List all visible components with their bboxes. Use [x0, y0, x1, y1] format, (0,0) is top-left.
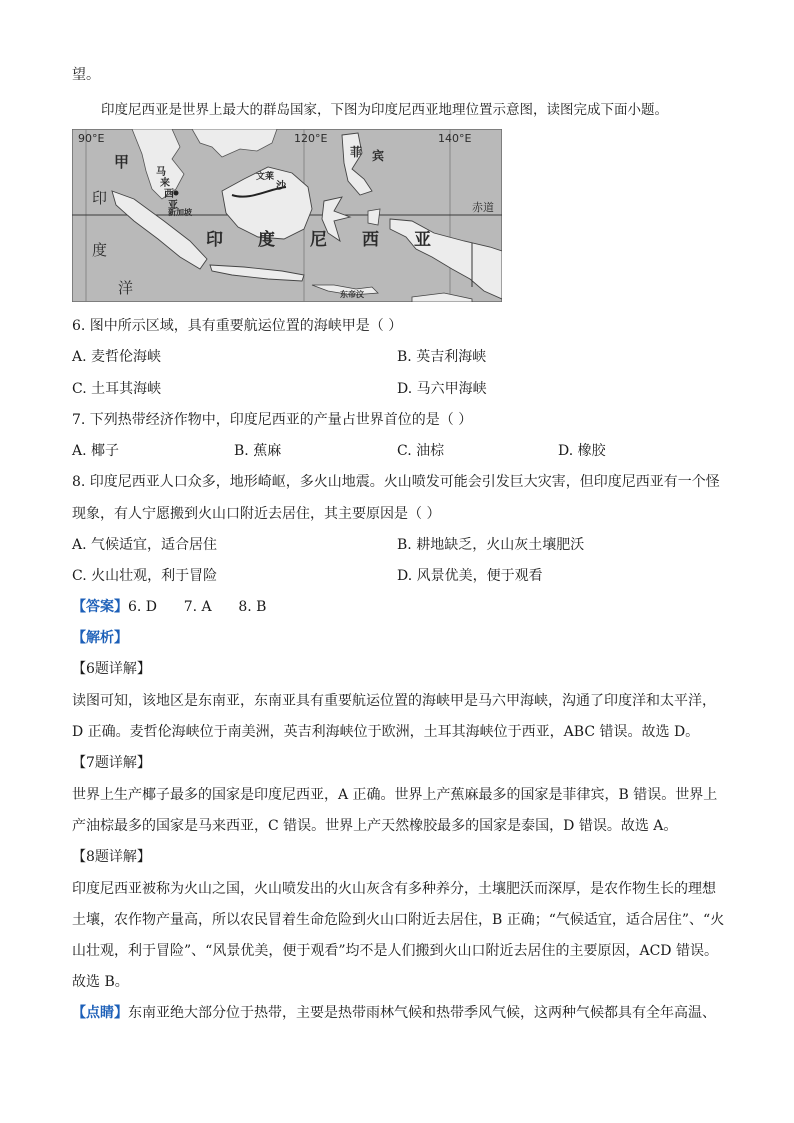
- q8-option-b: B. 耕地缺乏，火山灰土壤肥沃: [397, 537, 585, 553]
- lon-label-90: 90°E: [78, 132, 105, 145]
- strait-jia-marker: [174, 191, 179, 196]
- label-indonesia-1: 印: [206, 230, 223, 250]
- label-indonesia-3: 尼: [310, 230, 327, 250]
- label-indonesia-2: 度: [258, 230, 275, 250]
- answer-tag: 【答案】: [72, 599, 128, 615]
- label-singapore: 新加坡: [168, 208, 192, 217]
- q6-detail-line-2: D 正确。麦哲伦海峡位于南美洲，英吉利海峡位于欧洲，土耳其海峡位于西亚，ABC 错误。故选 D。: [72, 724, 700, 740]
- indonesia-map: [72, 129, 502, 302]
- q6-option-a: A. 麦哲伦海峡: [72, 349, 162, 365]
- label-indonesia-4: 西: [362, 230, 379, 250]
- q8-detail-line-3: 山壮观，利于冒险”、“风景优美，便于观看”均不是人们搬到火山口附近去居住的主要原因，ACD 错误。: [72, 943, 718, 959]
- label-lai: 来: [160, 178, 170, 189]
- label-sha: 沙: [276, 181, 286, 192]
- q7-detail-title: 【7题详解】: [72, 755, 151, 771]
- q7-option-d: D. 橡胶: [558, 443, 606, 459]
- analysis-tag: 【解析】: [72, 630, 128, 646]
- q8-detail-title: 【8题详解】: [72, 849, 151, 865]
- q6-option-c: C. 土耳其海峡: [72, 381, 162, 397]
- moluccas: [368, 209, 380, 225]
- q8-stem-line-2: 现象，有人宁愿搬到火山口附近去居住，其主要原因是（ ）: [72, 506, 441, 522]
- q7-option-c: C. 油棕: [397, 443, 445, 459]
- label-ya: 亚: [168, 200, 178, 211]
- q7-detail-line-1: 世界上生产椰子最多的国家是印度尼西亚，A 正确。世界上产蕉麻最多的国家是菲律宾，B 错误。世界上: [72, 787, 718, 803]
- pointer-tag: 【点睛】: [72, 1005, 128, 1021]
- q8-detail-line-4: 故选 B。: [72, 974, 129, 990]
- answer-line: [72, 598, 266, 616]
- lon-label-120: 120°E: [294, 132, 328, 145]
- label-yin: 印: [92, 189, 108, 207]
- label-yang: 洋: [118, 279, 134, 297]
- label-ma: 马: [156, 167, 166, 178]
- label-bin: 宾: [372, 149, 385, 163]
- label-xi: 西: [164, 189, 174, 200]
- pointer-line: [72, 1004, 716, 1022]
- pointer-text: 东南亚绝大部分位于热带，主要是热带雨林气候和热带季风气候，这两种气候都具有全年高温、: [128, 1005, 716, 1021]
- q7-option-b: B. 蕉麻: [234, 443, 282, 459]
- q8-stem-line-1: 8. 印度尼西亚人口众多，地形崎岖，多火山地震。火山喷发可能会引发巨大灾害，但印度尼西亚有一个怪: [72, 474, 720, 490]
- q7-detail-line-2: 产油棕最多的国家是马来西亚，C 错误。世界上产天然橡胶最多的国家是泰国，D 错误。故选 A。: [72, 818, 678, 834]
- label-indonesia-5: 亚: [414, 230, 431, 250]
- q6-option-d: D. 马六甲海峡: [397, 381, 487, 397]
- label-equator: 赤道: [472, 201, 494, 214]
- label-brunei: 文莱: [256, 172, 275, 182]
- label-fei: 菲: [350, 145, 363, 159]
- label-timor-leste: 东帝汶: [340, 290, 364, 299]
- answer-text: 6. D 7. A 8. B: [128, 599, 267, 615]
- top-fragment: 望。: [72, 67, 100, 83]
- intro-text: 印度尼西亚是世界上最大的群岛国家，下图为印度尼西亚地理位置示意图，读图完成下面小题。: [101, 102, 668, 118]
- label-jia: 甲: [114, 153, 130, 171]
- q8-detail-line-2: 土壤，农作物产量高，所以农民冒着生命危险到火山口附近去居住，B 正确；“气候适宜，适合居住”、“火: [72, 912, 725, 928]
- q6-stem: 6. 图中所示区域，具有重要航运位置的海峡甲是（ ）: [72, 318, 403, 334]
- q8-option-a: A. 气候适宜，适合居住: [72, 537, 218, 553]
- q8-detail-line-1: 印度尼西亚被称为火山之国，火山喷发出的火山灰含有多种养分，土壤肥沃而深厚，是农作物生长的理想: [72, 881, 716, 897]
- label-du: 度: [92, 241, 108, 259]
- q6-detail-title: 【6题详解】: [72, 661, 151, 677]
- lon-label-140: 140°E: [438, 132, 472, 145]
- q7-stem: 7. 下列热带经济作物中，印度尼西亚的产量占世界首位的是（ ）: [72, 412, 473, 428]
- q6-option-b: B. 英吉利海峡: [397, 349, 487, 365]
- q8-option-c: C. 火山壮观，利于冒险: [72, 568, 218, 584]
- q6-detail-line-1: 读图可知，该地区是东南亚，东南亚具有重要航运位置的海峡甲是马六甲海峡，沟通了印度洋和太平洋，: [72, 693, 716, 709]
- q7-option-a: A. 椰子: [72, 443, 120, 459]
- q8-option-d: D. 风景优美，便于观看: [397, 568, 543, 584]
- map-svg: [72, 129, 502, 302]
